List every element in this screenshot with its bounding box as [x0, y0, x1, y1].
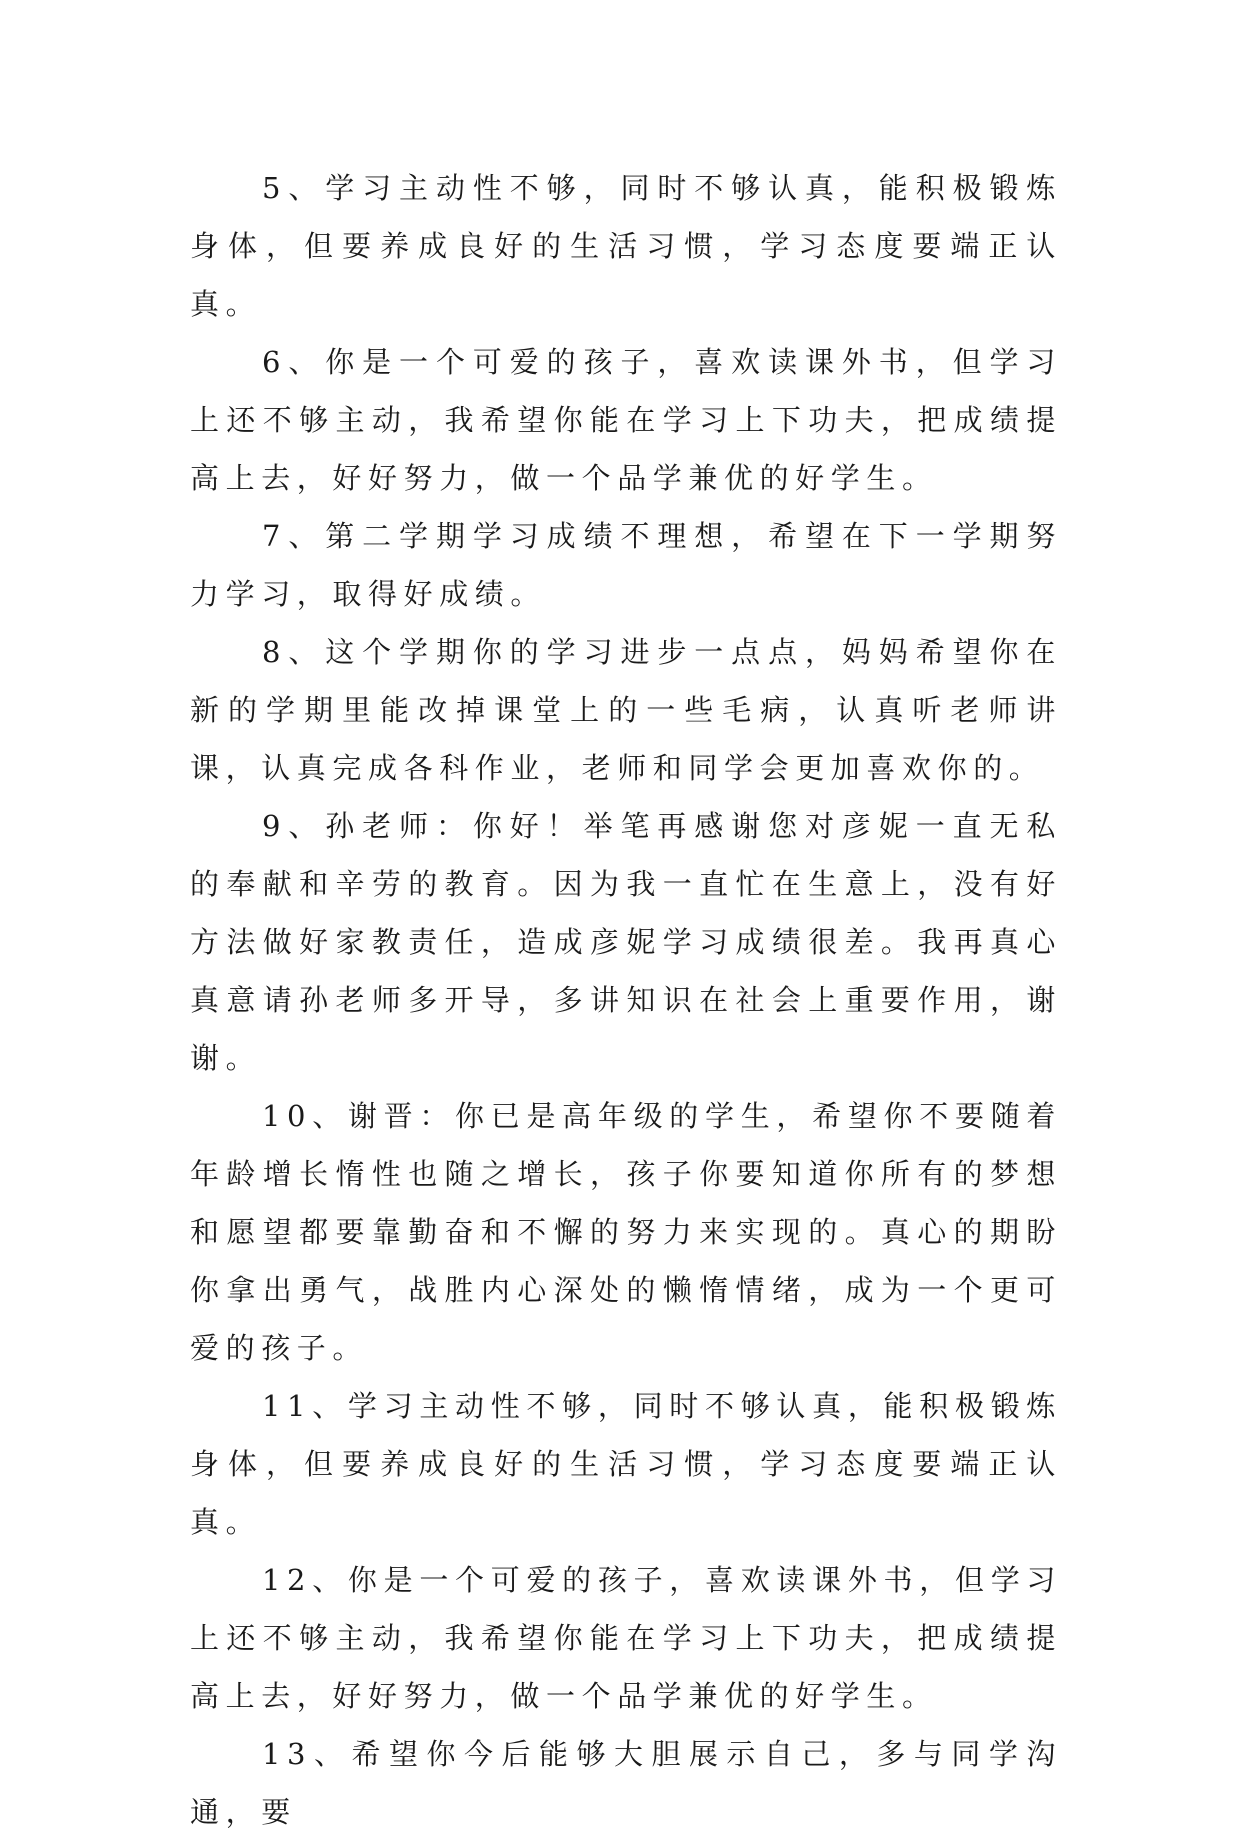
paragraph-5: 5、学习主动性不够，同时不够认真，能积极锻炼身体，但要养成良好的生活习惯，学习态度要端正认真。	[190, 171, 1062, 321]
paragraph-13: 13、希望你今后能够大胆展示自己，多与同学沟通，要	[190, 1737, 1062, 1829]
paragraph-7: 7、第二学期学习成绩不理想，希望在下一学期努力学习，取得好成绩。	[190, 519, 1062, 611]
paragraph-12: 12、你是一个可爱的孩子，喜欢读课外书，但学习上还不够主动，我希望你能在学习上下功夫，把成绩提高上去，好好努力，做一个品学兼优的好学生。	[190, 1563, 1062, 1713]
paragraph-9: 9、孙老师：你好！举笔再感谢您对彦妮一直无私的奉献和辛劳的教育。因为我一直忙在生意上，没有好方法做好家教责任，造成彦妮学习成绩很差。我再真心真意请孙老师多开导，多讲知识在社会上重要作用，谢谢。	[190, 809, 1062, 1075]
paragraph-6: 6、你是一个可爱的孩子，喜欢读课外书，但学习上还不够主动，我希望你能在学习上下功夫，把成绩提高上去，好好努力，做一个品学兼优的好学生。	[190, 345, 1062, 495]
paragraph-11: 11、学习主动性不够，同时不够认真，能积极锻炼身体，但要养成良好的生活习惯，学习态度要端正认真。	[190, 1389, 1062, 1539]
paragraph-10: 10、谢晋：你已是高年级的学生，希望你不要随着年龄增长惰性也随之增长，孩子你要知道你所有的梦想和愿望都要靠勤奋和不懈的努力来实现的。真心的期盼你拿出勇气，战胜内心深处的懒惰情绪，成为一个更可爱的孩子。	[190, 1099, 1062, 1365]
paragraph-8: 8、这个学期你的学习进步一点点，妈妈希望你在新的学期里能改掉课堂上的一些毛病，认真听老师讲课，认真完成各科作业，老师和同学会更加喜欢你的。	[190, 635, 1062, 785]
document-body	[190, 159, 1062, 1841]
